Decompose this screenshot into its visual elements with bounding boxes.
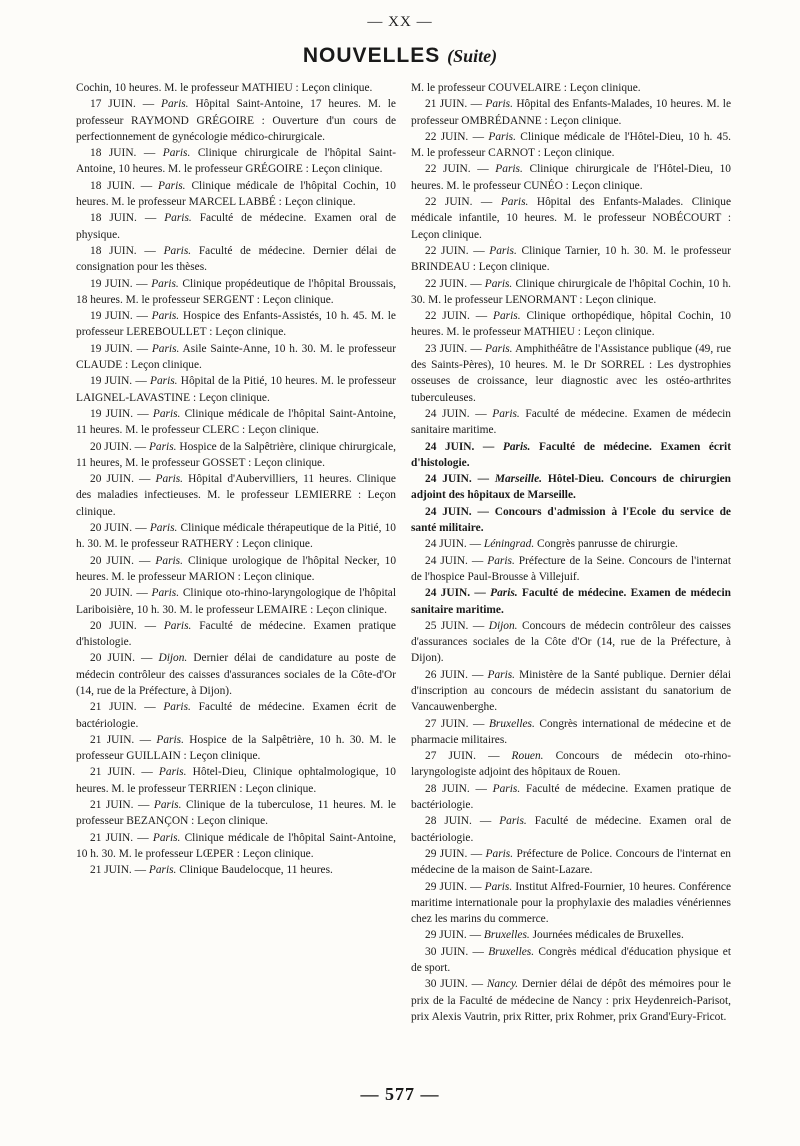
news-entry: 26 JUIN. — Paris. Ministère de la Santé publique. Dernier délai d'inscription au concours de médecin assistant du sanatorium de Vancauwenberghe. [411,668,731,714]
entry-date: 24 JUIN. [425,538,467,551]
entry-text: Faculté de médecine. Examen écrit de bactériologie. [76,701,397,730]
entry-date: 19 JUIN. [90,375,133,388]
entry-city: Marseille. [494,473,543,486]
entry-text: Congrès médical d'éducation physique et de sport. [411,945,731,975]
entry-city: Paris. [151,310,180,323]
entry-city: Paris. [148,864,177,877]
entry-city: Paris. [152,831,181,844]
entry-text: Hôpital de la Pitié, 10 heures. M. le professeur LAIGNEL-LAVASTINE : Leçon clinique. [76,375,396,404]
entry-text: Hôpital des Enfants-Malades, 10 heures. M. le professeur OMBRÉDANNE : Leçon clinique. [411,98,732,127]
entry-text: Préfecture de Police. Concours de l'internat en médecine de la maison de Saint-Lazare. [411,847,731,877]
entry-text: Ministère de la Santé publique. Dernier délai d'inscription au concours de médecin assistant du sanatorium de Vancauwenberghe. [411,668,731,714]
entry-text: Asile Sainte-Anne, 10 h. 30. M. le professeur CLAUDE : Leçon clinique. [76,342,396,372]
entry-date: 24 JUIN. [425,505,472,518]
entry-city: Paris. [149,522,178,535]
news-entry: 22 JUIN. — Paris. Hôpital des Enfants-Malades. Clinique médicale infantile, 10 heures. M. le professeur NOBÉCOURT : Leçon clinique. [411,196,731,241]
entry-text: Clinique médicale de l'hôpital Cochin, 10 heures. M. le professeur MARCEL LABBÉ : Leçon clinique. [76,179,396,209]
news-entry: 21 JUIN. — Paris. Clinique de la tuberculose, 11 heures. M. le professeur BEZANÇON : Leçon clinique. [76,799,396,828]
news-entry: 22 JUIN. — Paris. Clinique médicale de l'Hôtel-Dieu, 10 h. 45. M. le professeur CARNOT : Leçon clinique. [411,130,731,160]
entry-city: Paris. [163,244,192,257]
entry-city: Rouen. [511,750,544,763]
entry-text: M. le professeur COUVELAIRE : Leçon clinique. [411,82,641,94]
entry-date: 18 JUIN. [90,244,137,257]
entry-date: 19 JUIN. [90,310,133,323]
entry-city: Paris. [158,766,187,779]
news-entry: 20 JUIN. — Paris. Hôpital d'Aubervilliers, 11 heures. Clinique des maladies infectieuses. M. le professeur LEMIERRE : Leçon clinique. [76,473,396,518]
news-entry: 28 JUIN. — Paris. Faculté de médecine. Examen pratique de bactériologie. [411,782,731,812]
news-entry [76,80,396,96]
entry-city: Paris. [490,587,518,600]
entry-city: Paris. [488,130,516,143]
news-entry: 18 JUIN. — Paris. Clinique chirurgicale de l'hôpital Saint-Antoine, 10 heures. M. le professeur GRÉGOIRE : Leçon clinique. [76,147,396,176]
news-entry: 25 JUIN. — Dijon. Concours de médecin contrôleur des caisses d'assurances sociales de la Côte d'Or (14, rue de la Préfecture, à Dijon). [411,619,731,665]
entry-city: Paris. [499,815,527,828]
entry-date: 18 JUIN. [90,212,137,225]
entry-date: 30 JUIN. [425,978,468,991]
entry-date: 19 JUIN. [90,407,134,420]
entry-text: Clinique de la tuberculose, 11 heures. M. le professeur BEZANÇON : Leçon clinique. [76,799,396,828]
entry-date: 21 JUIN. [90,701,137,714]
news-entry: 29 JUIN. — Bruxelles. Journées médicales de Bruxelles. [425,929,684,942]
news-entry: 21 JUIN. — Paris. Clinique Baudelocque, 11 heures. [90,864,333,877]
entry-date: 25 JUIN. [425,619,469,632]
entry-date: 19 JUIN. [90,277,133,290]
entry-text: Hôtel-Dieu, Clinique ophtalmologique, 10 heures. M. le professeur TERRIEN : Leçon clinique. [76,766,397,795]
entry-date: 22 JUIN. [425,130,469,143]
entry-text: Congrès international de médecine et de pharmacie militaires. [411,717,731,746]
entry-city: Paris. [164,212,192,225]
entry-city: Dijon. [158,652,188,665]
entry-date: 24 JUIN. [425,407,470,420]
entry-city: Paris. [500,196,529,209]
entry-city: Léningrad. [483,538,535,551]
entry-date: 27 JUIN. [425,750,476,763]
entry-city: Paris. [485,98,513,111]
entry-city: Paris. [485,847,514,860]
entry-text: Clinique propédeutique de l'hôpital Broussais, 18 heures. M. le professeur SERGENT : Leçon clinique. [76,277,396,306]
entry-city: Paris. [162,147,191,160]
entry-text: Hospice de la Salpêtrière, clinique chirurgicale, 11 heures, M. le professeur GOSSET : Leçon clinique. [76,440,396,469]
news-entry: 22 JUIN. — Paris. Clinique Tarnier, 10 h. 30. M. le professeur BRINDEAU : Leçon clinique. [411,244,731,274]
news-entry: 19 JUIN. — Paris. Asile Sainte-Anne, 10 h. 30. M. le professeur CLAUDE : Leçon clinique. [76,342,396,372]
entry-text: Faculté de médecine. Examen pratique de bactériologie. [411,782,731,812]
entry-date: 20 JUIN. [90,619,137,632]
entry-text: Hôpital des Enfants-Malades. Clinique médicale infantile, 10 heures. M. le professeur NOBÉCOURT : Leçon clinique. [411,196,731,241]
entry-text: Clinique chirurgicale de l'hôpital Cochin, 10 h. 30. M. le professeur LENORMANT : Leçon clinique. [411,277,732,306]
entry-date: 28 JUIN. [425,815,472,828]
entry-text: Clinique chirurgicale de l'hôpital Saint-Antoine, 10 heures. M. le professeur GRÉGOIRE : Leçon clinique. [76,147,396,176]
entry-date: 27 JUIN. [425,717,469,730]
news-entry: 19 JUIN. — Paris. Hospice des Enfants-Assistés, 10 h. 45. M. le professeur LEREBOULLET : Leçon clinique. [76,310,396,339]
entry-city: Paris. [151,342,180,355]
entry-city: Paris. [492,782,521,795]
entry-date: 30 JUIN. [425,945,469,958]
entry-text: Hospice des Enfants-Assistés, 10 h. 45. M. le professeur LEREBOULLET : Leçon clinique. [76,310,396,339]
entry-date: 22 JUIN. [425,163,471,176]
entry-text: Concours de médecin oto-rhino-laryngologiste adjoint des hôpitaux de Rouen. [411,750,731,779]
page-title [0,44,800,68]
news-entry: 27 JUIN. — Bruxelles. Congrès international de médecine et de pharmacie militaires. [411,717,731,746]
entry-city: Paris. [487,668,516,681]
news-entry: 30 JUIN. — Nancy. Dernier délai de dépôt des mémoires pour le prix de la Faculté de médecine de Nancy : prix Heydenreich-Parisot, prix Alexis Vautrin, prix Ritter, prix Rohmer, prix Grand'Eury-Fricot. [411,978,731,1023]
news-entry: 21 JUIN. — Paris. Hôpital des Enfants-Malades, 10 heures. M. le professeur OMBRÉDANNE : Leçon clinique. [411,98,732,127]
news-entry: 24 JUIN. — Léningrad. Congrès panrusse de chirurgie. [425,538,678,551]
entry-date: 20 JUIN. [90,652,135,665]
entry-text: Clinique chirurgicale de l'Hôtel-Dieu, 10 heures. M. le professeur CUNÉO : Leçon clinique. [411,163,731,192]
entry-city: Paris. [151,587,180,600]
entry-date: 21 JUIN. [90,864,132,877]
news-entry: 20 JUIN. — Paris. Clinique oto-rhino-laryngologique de l'hôpital Lariboisière, 10 h. 30. M. le professeur LEMAIRE : Leçon clinique. [76,587,397,616]
entry-text: Hospice de la Salpêtrière, 10 h. 30. M. le professeur GUILLAIN : Leçon clinique. [76,733,396,763]
entry-text: Journées médicales de Bruxelles. [532,929,684,942]
entry-text: Clinique médicale de l'Hôtel-Dieu, 10 h. 45. M. le professeur CARNOT : Leçon clinique. [411,130,731,160]
news-entry: 18 JUIN. — Paris. Clinique médicale de l'hôpital Cochin, 10 heures. M. le professeur MARCEL LABBÉ : Leçon clinique. [76,179,396,209]
news-entry: 17 JUIN. — Paris. Hôpital Saint-Antoine, 17 heures. M. le professeur RAYMOND GRÉGOIRE : Ouverture d'un cours de perfectionnement de gynécologie médico-chirurgicale. [76,98,396,143]
entry-text: Faculté de médecine. Examen de médecin sanitaire maritime. [411,407,732,437]
news-entry: 21 JUIN. — Paris. Hospice de la Salpêtrière, 10 h. 30. M. le professeur GUILLAIN : Leçon clinique. [76,733,396,763]
entry-date: 22 JUIN. [425,196,473,209]
entry-date: 22 JUIN. [425,277,468,290]
entry-city: Paris. [148,440,177,453]
entry-date: 18 JUIN. [90,147,137,160]
entry-date: 22 JUIN. [425,310,470,323]
entry-city: Paris. [489,244,517,257]
entry-text: Clinique oto-rhino-laryngologique de l'hôpital Lariboisière, 10 h. 30. M. le professeur LEMAIRE : Leçon clinique. [76,587,397,616]
entry-city: Paris. [152,407,181,420]
news-entry: 29 JUIN. — Paris. Institut Alfred-Fournier, 10 heures. Conférence maritime internationale pour la prophylaxie des maladies vénériennes chez les marins du commerce. [411,880,732,926]
entry-text: Hôpital Saint-Antoine, 17 heures. M. le professeur RAYMOND GRÉGOIRE : Ouverture d'un cours de perfectionnement de gynécologie médico-chirurgicale. [76,98,396,143]
entry-city: Dijon. [488,619,518,632]
news-entry: 30 JUIN. — Bruxelles. Congrès médical d'éducation physique et de sport. [411,945,731,975]
entry-text: Dernier délai de candidature au poste de médecin contrôleur des caisses d'assurances sociales de la Côte-d'Or (14, rue de la Préfecture, à Dijon). [76,652,396,697]
news-entry: 19 JUIN. — Paris. Hôpital de la Pitié, 10 heures. M. le professeur LAIGNEL-LAVASTINE : Leçon clinique. [76,375,396,404]
entry-city: Paris. [156,733,184,746]
news-entry: 18 JUIN. — Paris. Faculté de médecine. Examen oral de physique. [76,212,396,241]
news-entry: 22 JUIN. — Paris. Clinique chirurgicale de l'Hôtel-Dieu, 10 heures. M. le professeur CUNÉO : Leçon clinique. [411,163,731,192]
entry-text: Faculté de médecine. Examen oral de bactériologie. [411,815,731,844]
entry-text: Clinique orthopédique, hôpital Cochin, 10 heures. M. le professeur MATHIEU : Leçon clinique. [411,310,731,339]
entry-city: Paris. [161,98,189,111]
entry-date: 24 JUIN. [425,554,468,567]
news-entry: 29 JUIN. — Paris. Préfecture de Police. Concours de l'internat en médecine de la maison de Saint-Lazare. [411,847,731,877]
entry-city: Paris. [495,163,523,176]
entry-text: Concours de médecin contrôleur des caisses d'assurances sociales de la Côte d'Or (14, rue de la Préfecture, à Dijon). [411,619,731,665]
entry-text: Faculté de médecine. Examen de médecin sanitaire maritime. [411,587,731,616]
entry-text: Hôpital d'Aubervilliers, 11 heures. Clinique des maladies infectieuses. M. le professeur LEMIERRE : Leçon clinique. [76,473,396,518]
entry-text: Clinique urologique de l'hôpital Necker, 10 heures. M. le professeur MARION : Leçon clinique. [76,554,397,583]
news-entry: 24 JUIN. — Marseille. Hôtel-Dieu. Concours de chirurgien adjoint des hôpitaux de Marseille. [411,473,732,502]
entry-text: Faculté de médecine. Examen écrit d'histologie. [411,440,731,469]
entry-text: Clinique médicale thérapeutique de la Pitié, 10 h. 30. M. le professeur RATHERY : Leçon clinique. [76,522,396,551]
news-entry: 20 JUIN. — Paris. Hospice de la Salpêtrière, clinique chirurgicale, 11 heures, M. le professeur GOSSET : Leçon clinique. [76,440,396,469]
page-number: — 577 — [360,1084,440,1104]
entry-date: 21 JUIN. [90,733,135,746]
left-column [76,80,396,879]
entry-date: 29 JUIN. [425,847,468,860]
entry-city: Paris. [493,310,521,323]
news-entry: 22 JUIN. — Paris. Clinique chirurgicale de l'hôpital Cochin, 10 h. 30. M. le professeur LENORMANT : Leçon clinique. [411,277,732,306]
title-text: NOUVELLES [302,44,441,67]
entry-city: Paris. [484,342,513,355]
news-entry: 27 JUIN. — Rouen. Concours de médecin oto-rhino-laryngologiste adjoint des hôpitaux de Rouen. [411,750,731,779]
entry-text: Institut Alfred-Fournier, 10 heures. Conférence maritime internationale pour la prophylaxie des maladies vénériennes chez les marins du commerce. [411,880,732,926]
entry-city: Paris. [492,407,520,420]
entry-city: Paris. [158,179,186,192]
entry-city: Paris. [487,554,515,567]
news-entry [411,80,731,96]
news-entry: 19 JUIN. — Paris. Clinique propédeutique de l'hôpital Broussais, 18 heures. M. le professeur SERGENT : Leçon clinique. [76,277,396,306]
entry-text: Clinique Tarnier, 10 h. 30. M. le professeur BRINDEAU : Leçon clinique. [411,244,731,274]
entry-text: Amphithéâtre de l'Assistance publique (49, rue des Saints-Pères), 10 heures. M. le Dr SORREL : Les dystrophies osseuses de croissance, leur diagnostic avec les ostéo-arthrites tuberculeuses. [411,342,731,404]
entry-text: Hôtel-Dieu. Concours de chirurgien adjoint des hôpitaux de Marseille. [411,473,732,502]
entry-date: 26 JUIN. [425,668,468,681]
entry-city: Paris. [484,880,513,893]
entry-date: 28 JUIN. [425,782,470,795]
entry-city: Paris. [149,375,178,388]
page-roman-number: — XX — [367,14,433,30]
entry-text: Clinique médicale de l'hôpital Saint-Antoine, 10 h. 30. M. le professeur LŒPER : Leçon clinique. [76,831,396,860]
news-entry: 20 JUIN. — Paris. Faculté de médecine. Examen pratique d'histologie. [76,619,396,649]
entry-date: 20 JUIN. [90,473,134,486]
entry-date: 23 JUIN. [425,342,468,355]
entry-date: 20 JUIN. [90,522,133,535]
entry-date: 24 JUIN. [425,587,471,600]
entry-city: Paris. [484,277,513,290]
news-entry: 24 JUIN. — Paris. Faculté de médecine. Examen écrit d'histologie. [411,440,731,469]
entry-text: Faculté de médecine. Dernier délai de consignation pour les thèses. [76,244,396,274]
entry-text: Clinique médicale de l'hôpital Saint-Antoine, 11 heures. M. le professeur CLERC : Leçon clinique. [76,407,396,437]
news-entry: 24 JUIN. — Paris. Préfecture de la Seine. Concours de l'internat de l'hospice Paul-Brousse à Villejuif. [411,554,731,583]
news-entry: 24 JUIN. — Paris. Faculté de médecine. Examen de médecin sanitaire maritime. [411,407,732,437]
entry-date: 17 JUIN. [90,98,136,111]
entry-date: 20 JUIN. [90,554,134,567]
news-entry: 20 JUIN. — Dijon. Dernier délai de candidature au poste de médecin contrôleur des caisses d'assurances sociales de la Côte-d'Or (14, rue de la Préfecture, à Dijon). [76,652,396,697]
entry-city: Paris. [163,701,191,714]
news-entry: 24 JUIN. — Paris. Faculté de médecine. Examen de médecin sanitaire maritime. [411,587,731,616]
entry-city: Paris. [502,440,531,453]
news-entry: 23 JUIN. — Paris. Amphithéâtre de l'Assistance publique (49, rue des Saints-Pères), 10 heures. M. le Dr SORREL : Les dystrophies osseuses de croissance, leur diagnostic avec les ostéo-arthrites tuberculeuses. [411,342,731,404]
entry-city: Paris. [163,619,192,632]
entry-text: Faculté de médecine. Examen pratique d'histologie. [76,619,396,649]
right-column [411,80,731,1025]
entry-date: 29 JUIN. [425,929,467,942]
entry-text: Cochin, 10 heures. M. le professeur MATHIEU : Leçon clinique. [76,82,373,94]
entry-date: 20 JUIN. [90,587,133,600]
entry-text: Congrès panrusse de chirurgie. [537,538,678,551]
entry-date: 18 JUIN. [90,179,135,192]
entry-city: Paris. [155,473,184,486]
news-entry: 24 JUIN. — Concours d'admission à l'Ecole du service de santé militaire. [411,505,731,535]
entry-city: Paris. [151,277,179,290]
entry-city: Bruxelles. [488,717,535,730]
entry-date: 22 JUIN. [425,244,469,257]
news-entry: 20 JUIN. — Paris. Clinique urologique de l'hôpital Necker, 10 heures. M. le professeur MARION : Leçon clinique. [76,554,397,583]
entry-date: 29 JUIN. [425,880,468,893]
news-entry: 19 JUIN. — Paris. Clinique médicale de l'hôpital Saint-Antoine, 11 heures. M. le professeur CLERC : Leçon clinique. [76,407,396,437]
news-entry: 21 JUIN. — Paris. Hôtel-Dieu, Clinique ophtalmologique, 10 heures. M. le professeur TERRIEN : Leçon clinique. [76,766,397,795]
entry-text: Concours d'admission à l'Ecole du service de santé militaire. [411,505,731,535]
entry-date: 21 JUIN. [90,799,134,812]
entry-text: Faculté de médecine. Examen oral de physique. [76,212,396,241]
entry-date: 24 JUIN. [425,473,472,486]
title-suite: (Suite) [447,46,498,66]
news-entry: 21 JUIN. — Paris. Clinique médicale de l'hôpital Saint-Antoine, 10 h. 30. M. le professeur LŒPER : Leçon clinique. [76,831,396,860]
entry-date: 20 JUIN. [90,440,132,453]
news-entry: 18 JUIN. — Paris. Faculté de médecine. Dernier délai de consignation pour les thèses. [76,244,396,274]
entry-city: Nancy. [486,978,519,991]
news-entry: 21 JUIN. — Paris. Faculté de médecine. Examen écrit de bactériologie. [76,701,397,730]
entry-city: Paris. [153,799,182,812]
entry-text: Dernier délai de dépôt des mémoires pour le prix de la Faculté de médecine de Nancy : prix Heydenreich-Parisot, prix Alexis Vautrin, prix Ritter, prix Rohmer, prix Grand'Eury-Fricot. [411,978,731,1023]
entry-date: 21 JUIN. [90,831,134,844]
news-entry: 28 JUIN. — Paris. Faculté de médecine. Examen oral de bactériologie. [411,815,731,844]
news-entry: 22 JUIN. — Paris. Clinique orthopédique, hôpital Cochin, 10 heures. M. le professeur MATHIEU : Leçon clinique. [411,310,731,339]
entry-text: Clinique Baudelocque, 11 heures. [179,864,333,877]
entry-date: 21 JUIN. [425,98,468,111]
entry-date: 19 JUIN. [90,342,133,355]
entry-city: Bruxelles. [483,929,530,942]
entry-date: 24 JUIN. [425,440,475,453]
entry-city: Bruxelles. [488,945,535,958]
entry-text: Préfecture de la Seine. Concours de l'internat de l'hospice Paul-Brousse à Villejuif. [411,554,731,583]
entry-date: 21 JUIN. [90,766,136,779]
entry-city: Paris. [155,554,183,567]
news-entry: 20 JUIN. — Paris. Clinique médicale thérapeutique de la Pitié, 10 h. 30. M. le professeur RATHERY : Leçon clinique. [76,522,396,551]
